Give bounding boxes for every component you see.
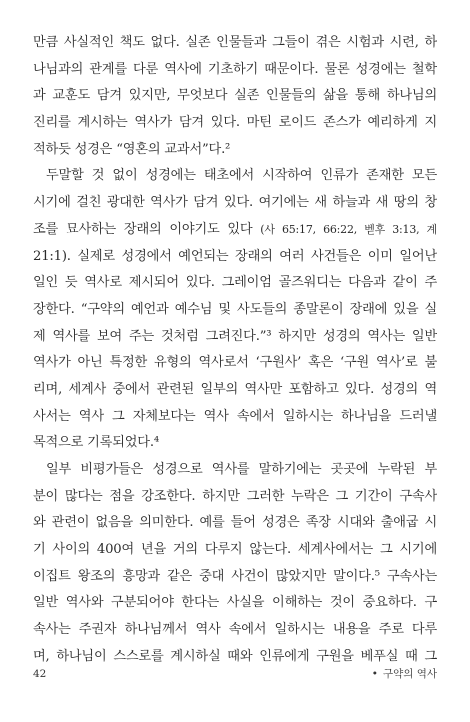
text-line: 기 사이의 400여 년을 거의 다루지 않는다. 세계사에서는 그 시기에 — [33, 542, 437, 558]
text-line: 일반 역사와 구분되어야 한다는 사실을 이해하는 것이 중요하다. 구 — [33, 595, 437, 611]
text-line: 과 교훈도 담겨 있지만, 무엇보다 실존 인물들의 삶을 통해 하나님의 — [33, 88, 437, 104]
text-line: 만큼 사실적인 책도 없다. 실존 인물들과 그들이 겪은 시험과 시련, 하 — [33, 35, 437, 50]
text-line: 21:1). 실제로 성경에서 예언되는 장래의 여러 사건들은 이미 일어난 — [33, 248, 437, 264]
text-line: 며, 하나님이 스스로를 계시하실 때와 인류에게 구원을 베푸실 때 그 — [33, 648, 437, 664]
text-line: 이집트 왕조의 흥망과 같은 중대 사건이 많았지만 말이다.⁵ 구속사는 — [33, 568, 437, 584]
running-head — [372, 666, 437, 682]
text-line: 분이 많다는 점을 강조한다. 하지만 그러한 누락은 그 기간이 구속사 — [33, 488, 437, 504]
text-line: 나님과의 관계를 다룬 역사에 기초하기 때문이다. 물론 성경에는 철학 — [33, 61, 437, 77]
text-line: 적하듯 성경은 “영혼의 교과서”다.² — [33, 141, 231, 157]
text-line: 일인 듯 역사로 제시되어 있다. 그레이엄 골즈워디는 다음과 같이 주 — [33, 275, 437, 291]
text-line: 사서는 역사 그 자체보다는 역사 속에서 일하시는 하나님을 드러낼 — [33, 408, 437, 424]
scripture-reference: (사 65:17, 66:22, 벧후 3:13, 계 — [260, 222, 437, 236]
page-number: 42 — [33, 668, 47, 680]
text-line: 시기에 걸친 광대한 역사가 담겨 있다. 여기에는 새 하늘과 새 땅의 창 — [33, 195, 437, 211]
text-line: 일부 비평가들은 성경으로 역사를 말하기에는 곳곳에 누락된 부 — [46, 462, 437, 477]
text-line: 진리를 계시하는 역사가 담겨 있다. 마틴 로이드 존스가 예리하게 지 — [33, 115, 437, 131]
text-line — [33, 217, 437, 244]
bullet-icon: • — [371, 668, 378, 680]
text-line: 리며, 세계사 중에서 관련된 일부의 역사만 포함하고 있다. 성경의 역 — [33, 381, 437, 397]
running-head-title: 구약의 역사 — [382, 668, 437, 680]
text-line: 역사가 아닌 특정한 유형의 역사로서 ‘구원사’ 혹은 ‘구원 역사’로 불 — [33, 355, 437, 371]
text-line: 장한다. “구약의 예언과 예수님 및 사도들의 종말론이 장래에 있을 실 — [33, 301, 437, 317]
body-text — [33, 30, 437, 671]
text-line: 속사는 주권자 하나님께서 역사 속에서 일하시는 내용을 주로 다루 — [33, 622, 437, 638]
text-line: 목적으로 기록되었다.⁴ — [33, 435, 159, 451]
text-line-main: 조를 묘사하는 장래의 이야기도 있다 — [33, 221, 253, 237]
page-footer — [33, 666, 437, 682]
text-line: 제 역사를 보여 주는 것처럼 그려진다.”³ 하지만 성경의 역사는 일반 — [33, 328, 437, 344]
text-line: 와 관련이 없음을 의미한다. 예를 들어 성경은 족장 시대와 출애굽 시 — [33, 515, 437, 531]
text-line: 두말할 것 없이 성경에는 태초에서 시작하여 인류가 존재한 모든 — [46, 168, 437, 184]
